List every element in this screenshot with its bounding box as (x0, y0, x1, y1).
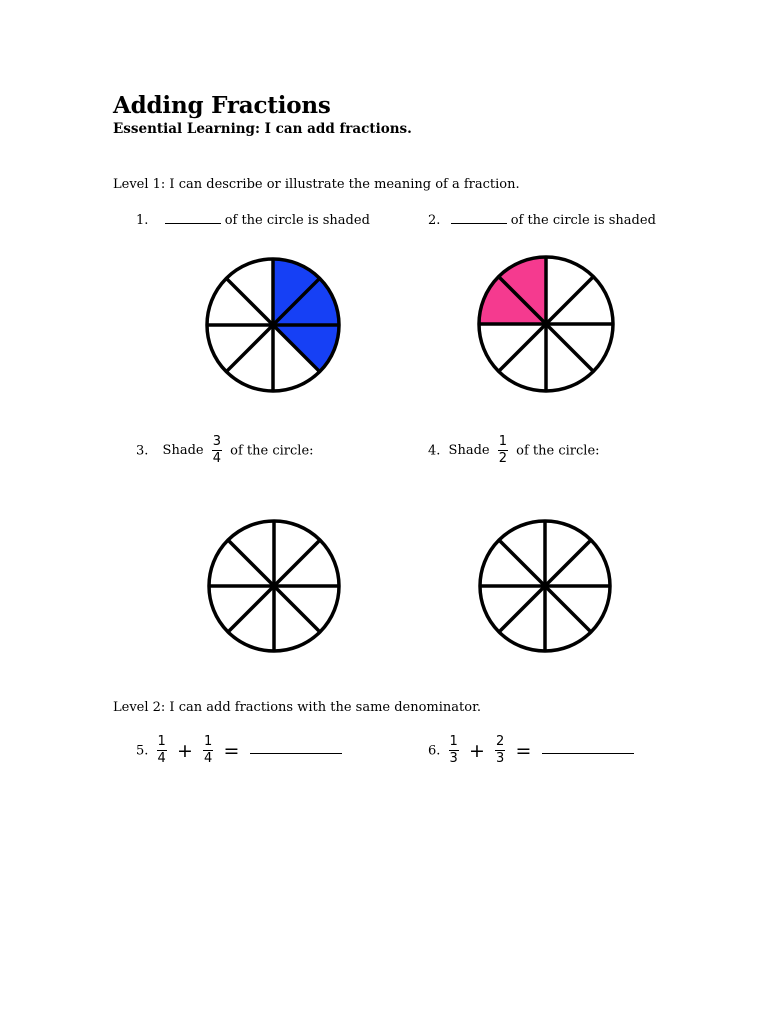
question-text: of the circle is shaded (224, 213, 370, 228)
plus-sign: + (176, 739, 193, 762)
question-6 (428, 735, 634, 767)
question-number: 6. (428, 743, 441, 759)
question-prefix: Shade (162, 443, 204, 459)
fraction-circle-2 (476, 251, 616, 397)
answer-blank[interactable] (542, 753, 634, 754)
fraction (449, 735, 459, 767)
fraction (498, 435, 508, 467)
question-number: 4. (428, 443, 441, 459)
denominator: 2 (498, 451, 508, 467)
level-2-heading: Level 2: I can add fractions with the same denominator. (113, 700, 482, 715)
question-2 (428, 213, 656, 228)
fraction (157, 735, 167, 767)
answer-blank[interactable] (250, 753, 342, 754)
level-1-heading: Level 1: I can describe or illustrate the meaning of a fraction. (113, 177, 520, 192)
answer-blank[interactable] (165, 223, 221, 224)
worksheet-title: Adding Fractions (113, 92, 331, 119)
answer-blank[interactable] (451, 223, 507, 224)
question-4 (428, 435, 600, 467)
shaded-sector (273, 325, 339, 372)
question-suffix: of the circle: (516, 443, 600, 459)
fraction (212, 435, 222, 467)
denominator: 4 (204, 751, 213, 767)
fraction-circle-1 (203, 253, 343, 397)
fraction-circle-3[interactable] (205, 516, 343, 656)
question-number: 3. (136, 443, 149, 459)
plus-sign: + (468, 739, 485, 762)
question-number: 5. (136, 743, 149, 759)
denominator: 3 (496, 751, 505, 767)
fraction-circle-4[interactable] (476, 516, 614, 656)
question-text: of the circle is shaded (510, 213, 656, 228)
numerator: 2 (496, 734, 505, 749)
question-number: 2. (428, 213, 441, 228)
numerator: 1 (449, 734, 458, 749)
equals-sign: = (515, 739, 532, 762)
numerator: 3 (212, 434, 222, 449)
numerator: 1 (157, 734, 166, 749)
question-5 (136, 735, 342, 767)
numerator: 1 (204, 734, 213, 749)
denominator: 4 (157, 751, 166, 767)
fraction (495, 735, 505, 767)
question-prefix: Shade (448, 443, 490, 459)
equals-sign: = (223, 739, 240, 762)
question-3 (136, 435, 314, 467)
denominator: 3 (449, 751, 458, 767)
question-suffix: of the circle: (230, 443, 314, 459)
question-1 (136, 213, 370, 228)
question-number: 1. (136, 213, 149, 228)
denominator: 4 (212, 451, 222, 467)
essential-learning: Essential Learning: I can add fractions. (113, 121, 412, 137)
numerator: 1 (498, 434, 508, 449)
fraction (203, 735, 213, 767)
